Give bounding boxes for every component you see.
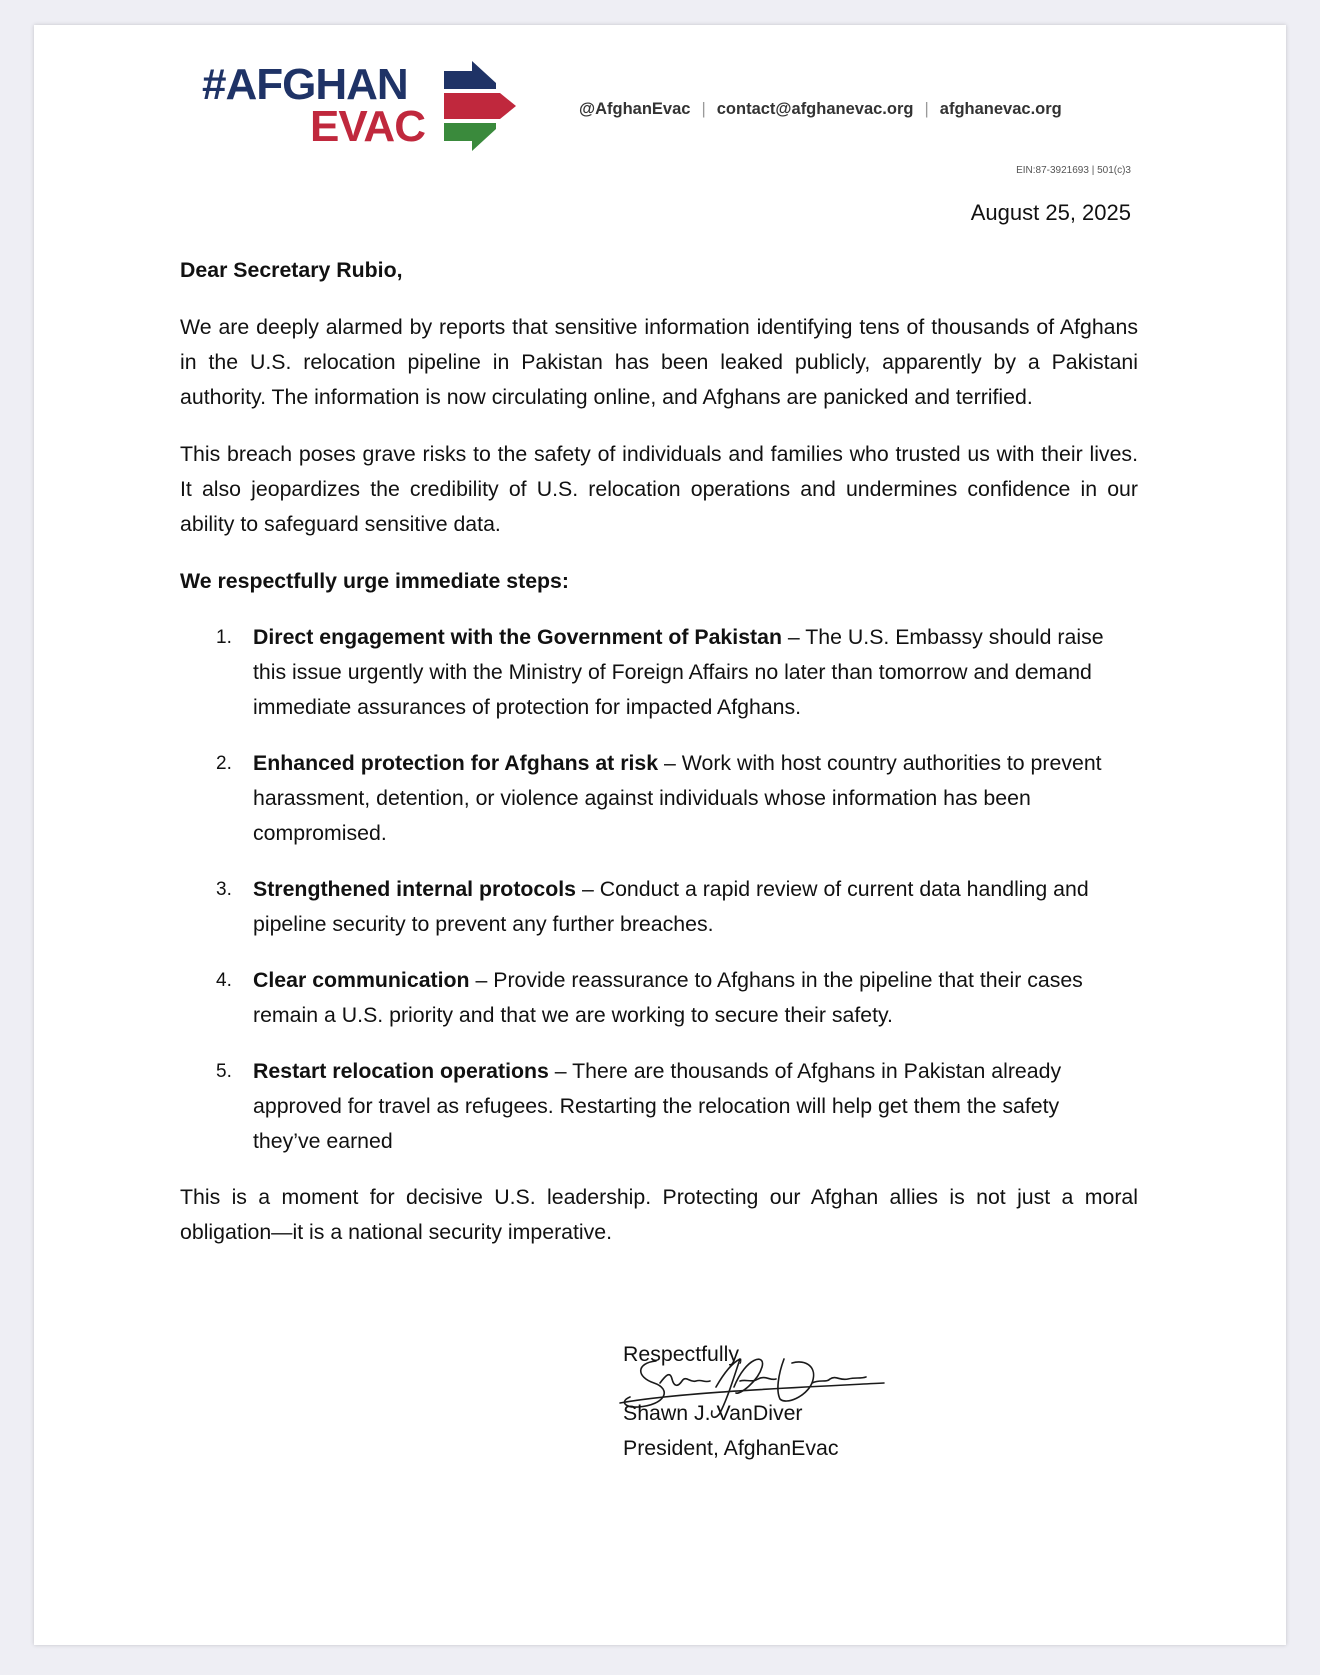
- step-text: – Provide reassurance to Afghans in the pipeline that their cases remain a U.S. priority and that we are working to secure their safety.: [253, 968, 1083, 1027]
- step-number: 5.: [216, 1061, 232, 1082]
- step-lead: Restart relocation operations: [253, 1059, 549, 1083]
- twitter-handle[interactable]: @AfghanEvac: [579, 100, 691, 118]
- closing-paragraph: This is a moment for decisive U.S. leadership. Protecting our Afghan allies is not just a moral obligation—it is a national security imperative.: [180, 1185, 1138, 1244]
- step-lead: Direct engagement with the Government of Pakistan: [253, 625, 782, 649]
- step-text: – The U.S. Embassy should raise this issue urgently with the Ministry of Foreign Affairs no later than tomorrow and demand immediate assurances of protection for impacted Afghans.: [253, 625, 1104, 719]
- sign-off: Respectfully,: [623, 1342, 744, 1366]
- signer-title: President, AfghanEvac: [623, 1436, 839, 1460]
- step-lead: Enhanced protection for Afghans at risk: [253, 751, 659, 775]
- step-lead: Strengthened internal protocols: [253, 877, 577, 901]
- step-text: – Work with host country authorities to prevent harassment, detention, or violence against individuals whose information has been compromised.: [253, 751, 1102, 845]
- step-text: – Conduct a rapid review of current data handling and pipeline security to prevent any further breaches.: [253, 877, 1089, 936]
- step-number: 3.: [216, 879, 232, 900]
- arrow-red-band: [444, 93, 516, 119]
- website-link[interactable]: afghanevac.org: [939, 100, 1062, 118]
- arrow-flag-icon: [444, 61, 518, 151]
- step-number: 2.: [216, 753, 232, 774]
- list-item: [180, 746, 1113, 851]
- signature-block: [623, 1337, 838, 1466]
- arrow-green-band: [444, 123, 496, 151]
- steps-list: [180, 620, 1138, 1159]
- list-item: [180, 963, 1113, 1033]
- letter-date: August 25, 2025: [970, 200, 1131, 225]
- logo-line2: EVAC: [310, 102, 425, 151]
- step-number: 1.: [216, 627, 232, 648]
- step-text: – There are thousands of Afghans in Pakistan already approved for travel as refugees. Restarting the relocation will help get them the safety they’ve earned: [253, 1059, 1062, 1153]
- letter-page: [34, 25, 1286, 1645]
- ein-label: EIN:87-3921693 | 501(c)3: [1016, 165, 1131, 176]
- logo-line1: #AFGHAN: [202, 60, 408, 109]
- contact-email[interactable]: contact@afghanevac.org: [716, 100, 914, 118]
- paragraph-2: This breach poses grave risks to the safety of individuals and families who trusted us with their lives. It also jeopardizes the credibility of U.S. relocation operations and undermines confidence in our ability to safeguard sensitive data.: [180, 442, 1138, 536]
- letter-body: [180, 253, 1138, 1250]
- afghanevac-logo: [202, 61, 542, 161]
- contact-separator: |: [924, 100, 929, 118]
- contact-line: [579, 100, 1062, 119]
- list-item: [180, 1054, 1113, 1159]
- list-item: [180, 620, 1113, 725]
- salutation: Dear Secretary Rubio,: [180, 258, 403, 282]
- signer-name: Shawn J. VanDiver: [623, 1401, 803, 1425]
- contact-separator: |: [701, 100, 706, 118]
- arrow-navy-band: [444, 61, 496, 89]
- list-item: [180, 872, 1113, 942]
- step-number: 4.: [216, 970, 232, 991]
- urge-heading: We respectfully urge immediate steps:: [180, 569, 569, 593]
- paragraph-1: We are deeply alarmed by reports that sensitive information identifying tens of thousands of Afghans in the U.S. relocation pipeline in Pakistan has been leaked publicly, apparently by a Pakistani authority. The information is now circulating online, and Afghans are panicked and terrified.: [180, 315, 1138, 409]
- step-lead: Clear communication: [253, 968, 470, 992]
